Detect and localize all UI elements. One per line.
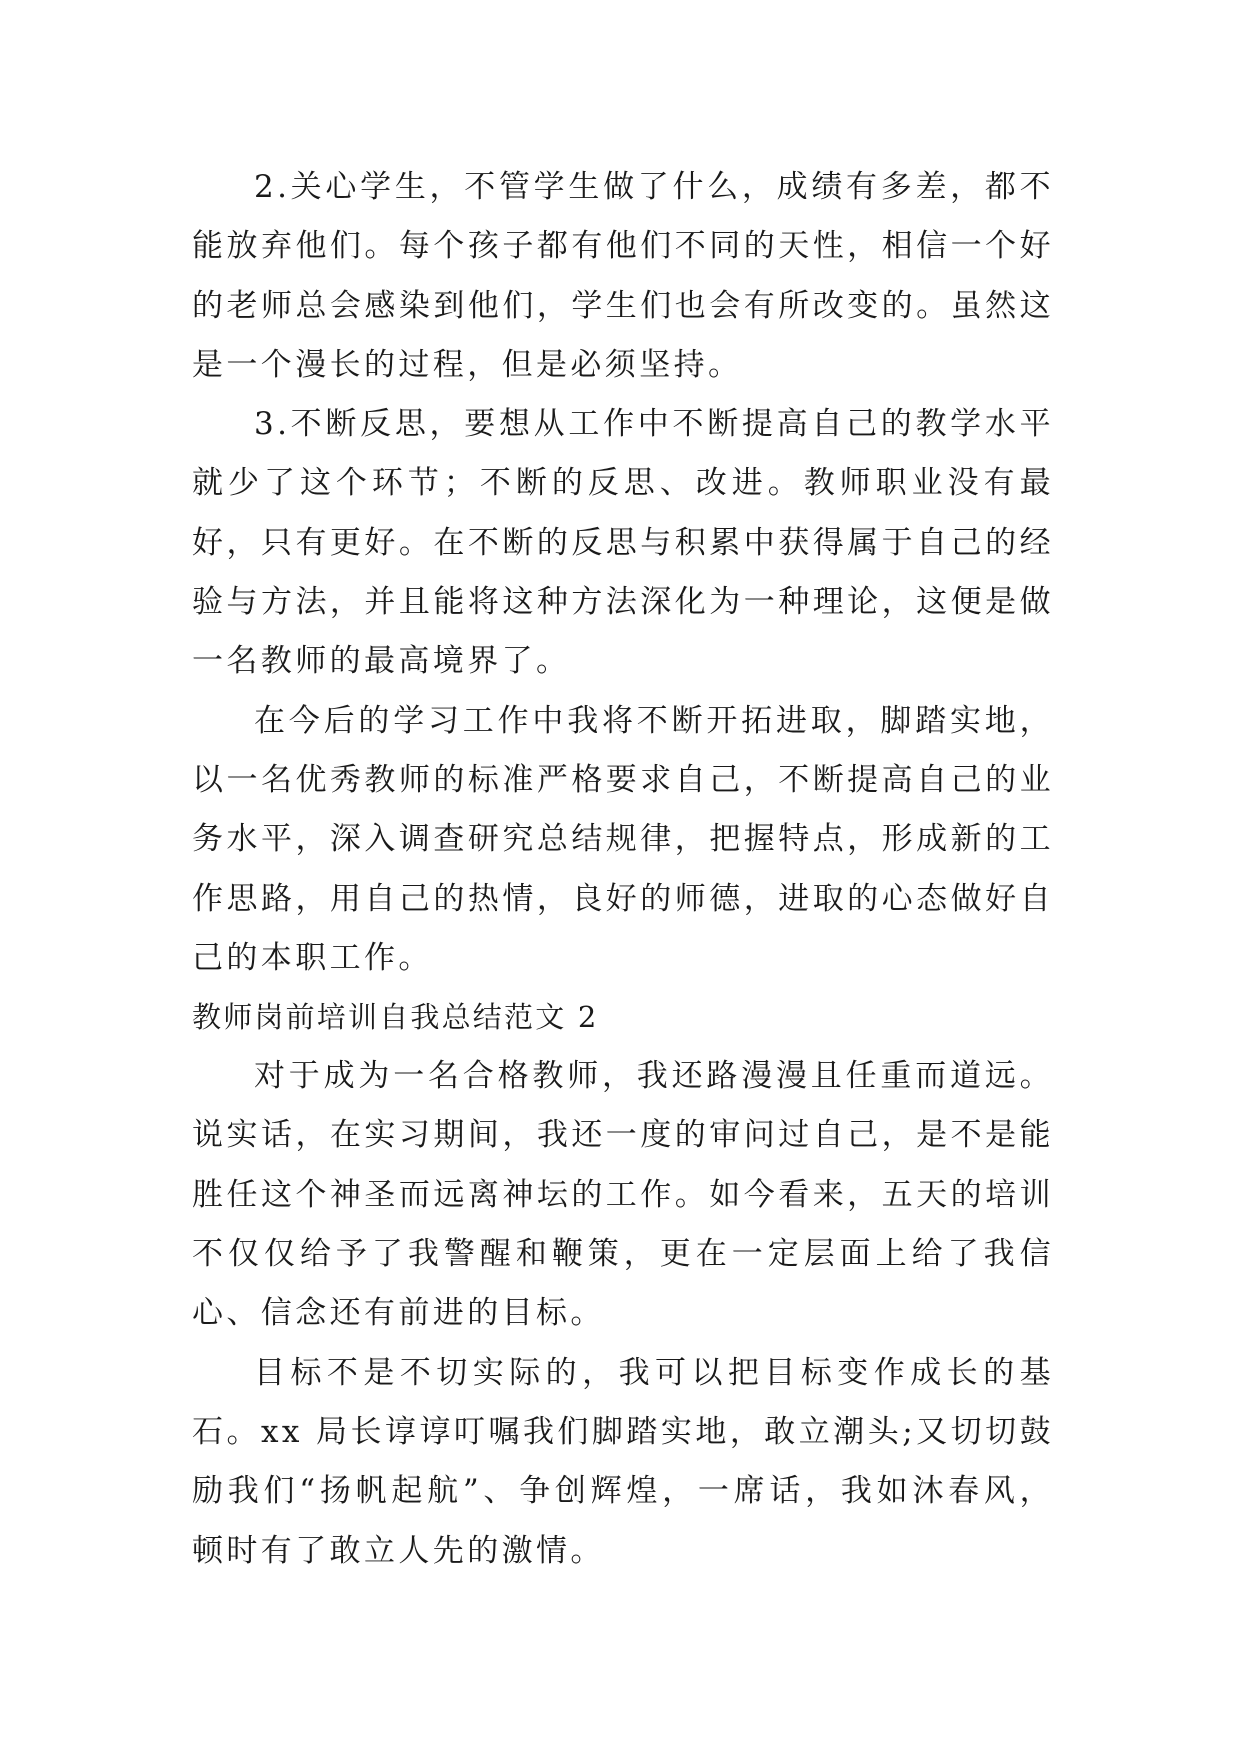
paragraph-goals: 目标不是不切实际的，我可以把目标变作成长的基石。xx 局长谆谆叮嘱我们脚踏实地，敢立潮头;又切切鼓励我们“扬帆起航”、争创辉煌，一席话，我如沐春风，顿时有了敢立人先的激情。 bbox=[192, 1354, 1054, 1569]
paragraph-care-students: 2.关心学生，不管学生做了什么，成绩有多差，都不能放弃他们。每个孩子都有他们不同的天性，相信一个好的老师总会感染到他们，学生们也会有所改变的。虽然这是一个漫长的过程，但是必须坚持。 bbox=[192, 169, 1054, 383]
paragraph-reflection: 3.不断反思，要想从工作中不断提高自己的教学水平就少了这个环节；不断的反思、改进。教师职业没有最好，只有更好。在不断的反思与积累中获得属于自己的经验与方法，并且能将这种方法深化为一种理论，这便是做一名教师的最高境界了。 bbox=[192, 406, 1054, 680]
section-heading: 教师岗前培训自我总结范文 2 bbox=[192, 1000, 599, 1035]
paragraph-future-work: 在今后的学习工作中我将不断开拓进取，脚踏实地，以一名优秀教师的标准严格要求自己，不断提高自己的业务水平，深入调查研究总结规律，把握特点，形成新的工作思路，用自己的热情，良好的师德，进取的心态做好自己的本职工作。 bbox=[192, 702, 1054, 976]
document-body bbox=[192, 158, 1054, 1581]
paragraph-becoming-teacher: 对于成为一名合格教师，我还路漫漫且任重而道远。说实话，在实习期间，我还一度的审问过自己，是不是能胜任这个神圣而远离神坛的工作。如今看来，五天的培训不仅仅给予了我警醒和鞭策，更在一定层面上给了我信心、信念还有前进的目标。 bbox=[192, 1058, 1054, 1332]
